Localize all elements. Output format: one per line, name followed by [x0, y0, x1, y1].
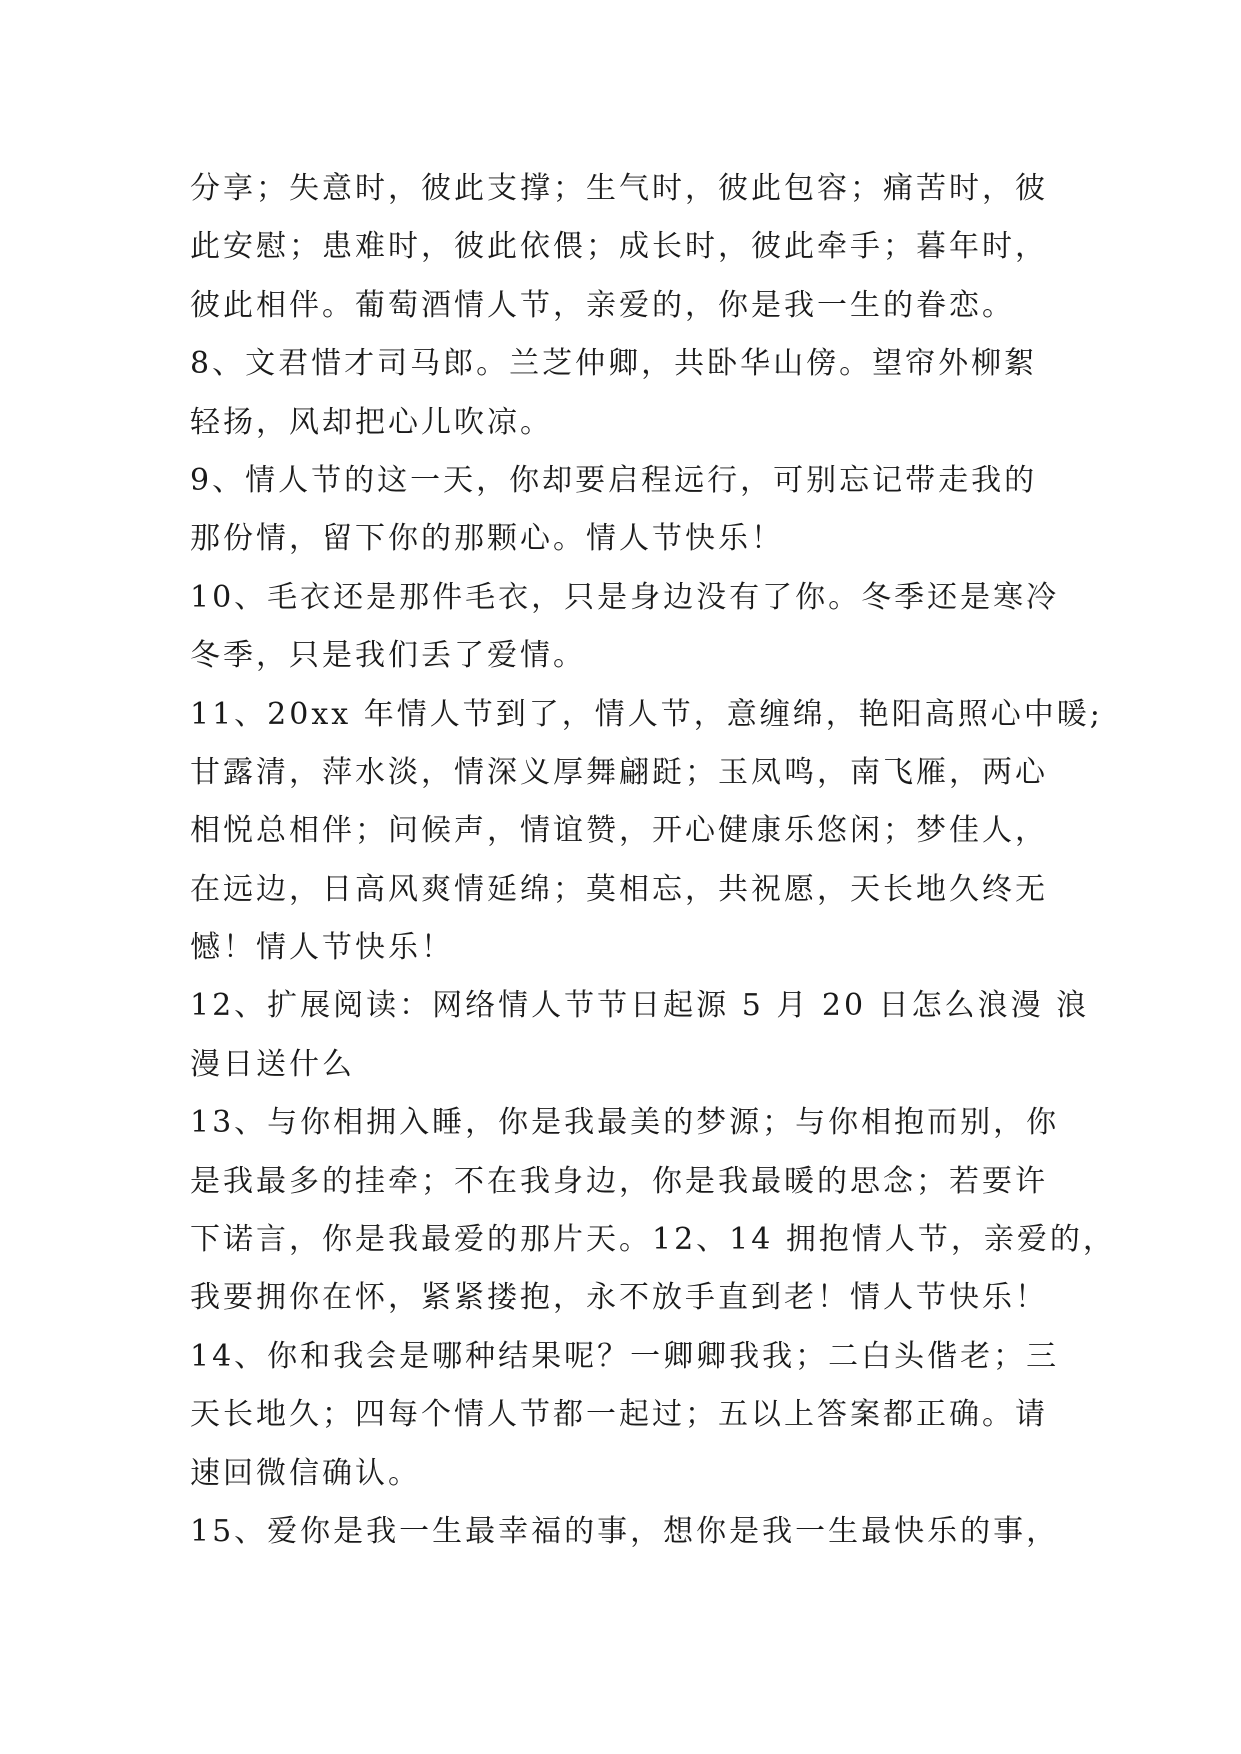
body-text	[190, 160, 1116, 1561]
text-line: 13、与你相拥入睡，你是我最美的梦源；与你相抱而别，你	[190, 1105, 1060, 1141]
text-line: 在远边，日高风爽情延绵；莫相忘，共祝愿，天长地久终无	[190, 871, 1048, 907]
text-line: 11、20xx 年情人节到了，情人节，意缠绵，艳阳高照心中暖;	[190, 696, 1103, 732]
text-line: 是我最多的挂牵；不在我身边，你是我最暖的思念；若要许	[190, 1163, 1048, 1199]
text-line: 下诺言，你是我最爱的那片天。12、14 拥抱情人节，亲爱的，	[190, 1222, 1116, 1258]
text-line: 15、爱你是我一生最幸福的事，想你是我一生最快乐的事，	[190, 1513, 1060, 1549]
text-line: 甘露清，萍水淡，情深义厚舞翩跹；玉凤鸣，南飞雁，两心	[190, 754, 1048, 790]
text-line: 12、扩展阅读：网络情人节节日起源 5 月 20 日怎么浪漫 浪	[190, 988, 1090, 1024]
text-line: 10、毛衣还是那件毛衣，只是身边没有了你。冬季还是寒冷	[190, 579, 1060, 615]
text-line: 相悦总相伴；问候声，情谊赞，开心健康乐悠闲；梦佳人，	[190, 813, 1048, 849]
text-line: 分享；失意时，彼此支撑；生气时，彼此包容；痛苦时，彼	[190, 171, 1048, 206]
text-line: 彼此相伴。葡萄酒情人节，亲爱的，你是我一生的眷恋。	[190, 287, 1015, 323]
text-line: 8、文君惜才司马郎。兰芝仲卿，共卧华山傍。望帘外柳絮	[190, 346, 1038, 382]
text-line: 9、情人节的这一天，你却要启程远行，可别忘记带走我的	[190, 462, 1038, 498]
text-line: 冬季，只是我们丢了爱情。	[190, 638, 586, 674]
text-line: 天长地久；四每个情人节都一起过；五以上答案都正确。请	[190, 1397, 1048, 1433]
text-line: 那份情，留下你的那颗心。情人节快乐！	[190, 521, 784, 557]
text-line: 漫日送什么	[190, 1046, 355, 1082]
text-line: 轻扬，风却把心儿吹凉。	[190, 404, 553, 440]
text-line: 14、你和我会是哪种结果呢？一卿卿我我；二白头偕老；三	[190, 1338, 1060, 1374]
text-line: 此安慰；患难时，彼此依偎；成长时，彼此牵手；暮年时，	[190, 229, 1048, 265]
text-line: 速回微信确认。	[190, 1455, 421, 1491]
text-line: 我要拥你在怀，紧紧搂抱，永不放手直到老！情人节快乐！	[190, 1280, 1048, 1316]
text-line: 憾！情人节快乐！	[190, 930, 454, 966]
